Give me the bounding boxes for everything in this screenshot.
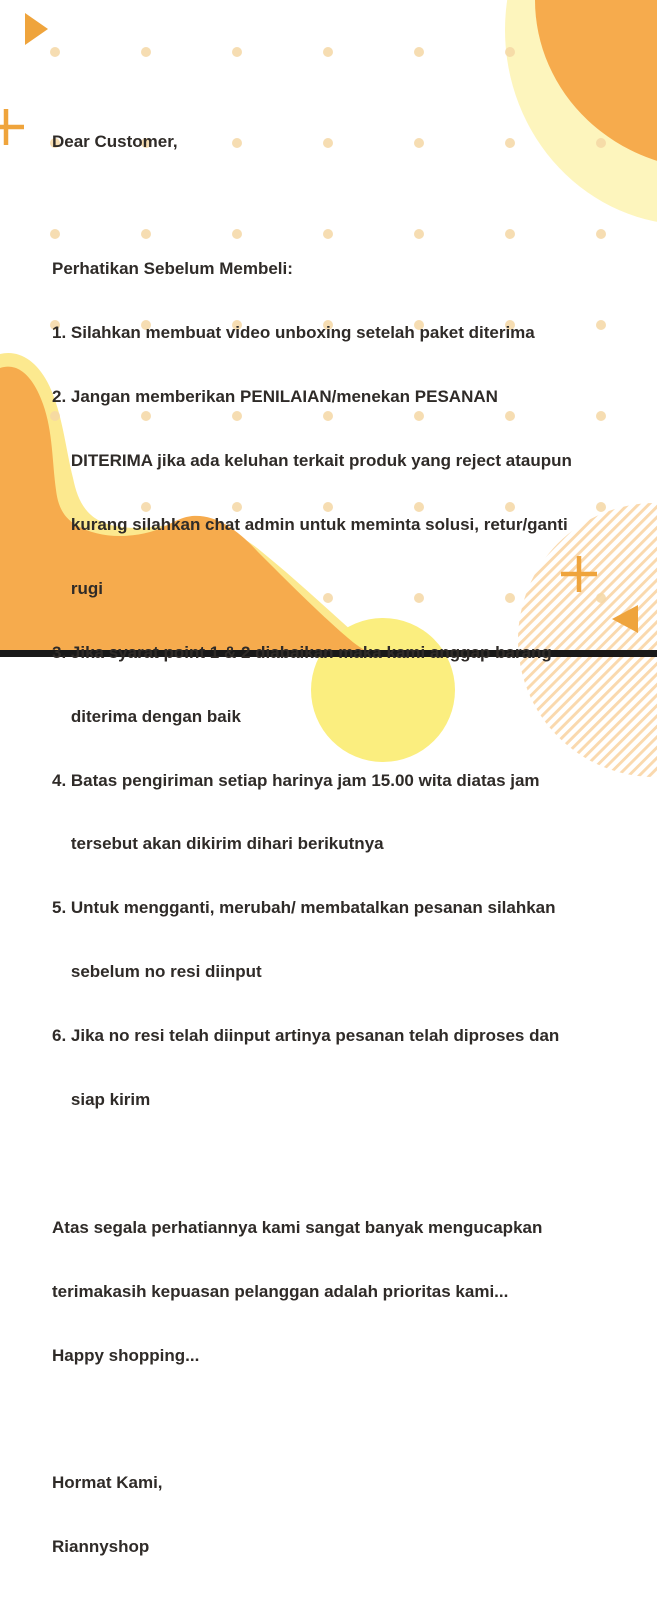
list-item-line: 5. Untuk mengganti, merubah/ membatalkan pesanan silahkan — [52, 898, 556, 918]
decorative-dot — [414, 47, 424, 57]
notice-text — [52, 88, 572, 1600]
decorative-dot — [596, 593, 606, 603]
decorative-dot — [232, 47, 242, 57]
decorative-dot — [596, 320, 606, 330]
closing-line: terimakasih kepuasan pelanggan adalah prioritas kami... — [52, 1281, 509, 1301]
top-left-triangle-icon — [25, 13, 48, 45]
list-item-line: 2. Jangan memberikan PENILAIAN/menekan PESANAN — [52, 387, 498, 407]
shop-name: Riannyshop — [52, 1537, 150, 1557]
decorative-dot — [596, 411, 606, 421]
decorative-dot — [141, 47, 151, 57]
closing-line: Happy shopping... — [52, 1345, 200, 1365]
decorative-dot — [596, 502, 606, 512]
list-item-line: 4. Batas pengiriman setiap harinya jam 15.00 wita diatas jam — [52, 770, 540, 790]
list-item-line: kurang silahkan chat admin untuk meminta solusi, retur/ganti — [52, 514, 568, 534]
closing-line: Atas segala perhatiannya kami sangat banyak mengucapkan — [52, 1217, 543, 1237]
decorative-dot — [596, 229, 606, 239]
decorative-dot — [596, 138, 606, 148]
decorative-dot — [323, 47, 333, 57]
signoff: Hormat Kami, — [52, 1473, 163, 1493]
blank-line — [52, 194, 572, 215]
list-item-line: 3. Jika syarat point 1 & 2 diabaikan maka kami anggap barang — [52, 642, 552, 662]
list-item-line: rugi — [52, 578, 103, 598]
list-item-line: DITERIMA jika ada keluhan terkait produk yang reject ataupun — [52, 451, 572, 471]
list-item-line: sebelum no resi diinput — [52, 962, 262, 982]
greeting: Dear Customer, — [52, 131, 178, 151]
blank-line — [52, 1153, 572, 1174]
list-item-line: tersebut akan dikirim dihari berikutnya — [52, 834, 384, 854]
decorative-dot — [50, 47, 60, 57]
list-item-line: diterima dengan baik — [52, 706, 241, 726]
left-plus-icon — [0, 109, 24, 145]
list-item-line: 1. Silahkan membuat video unboxing setelah paket diterima — [52, 323, 535, 343]
blank-line — [52, 1408, 572, 1429]
section-heading: Perhatikan Sebelum Membeli: — [52, 259, 293, 279]
list-item-line: 6. Jika no resi telah diinput artinya pesanan telah diproses dan — [52, 1026, 560, 1046]
list-item-line: siap kirim — [52, 1089, 151, 1109]
decorative-dot — [505, 47, 515, 57]
